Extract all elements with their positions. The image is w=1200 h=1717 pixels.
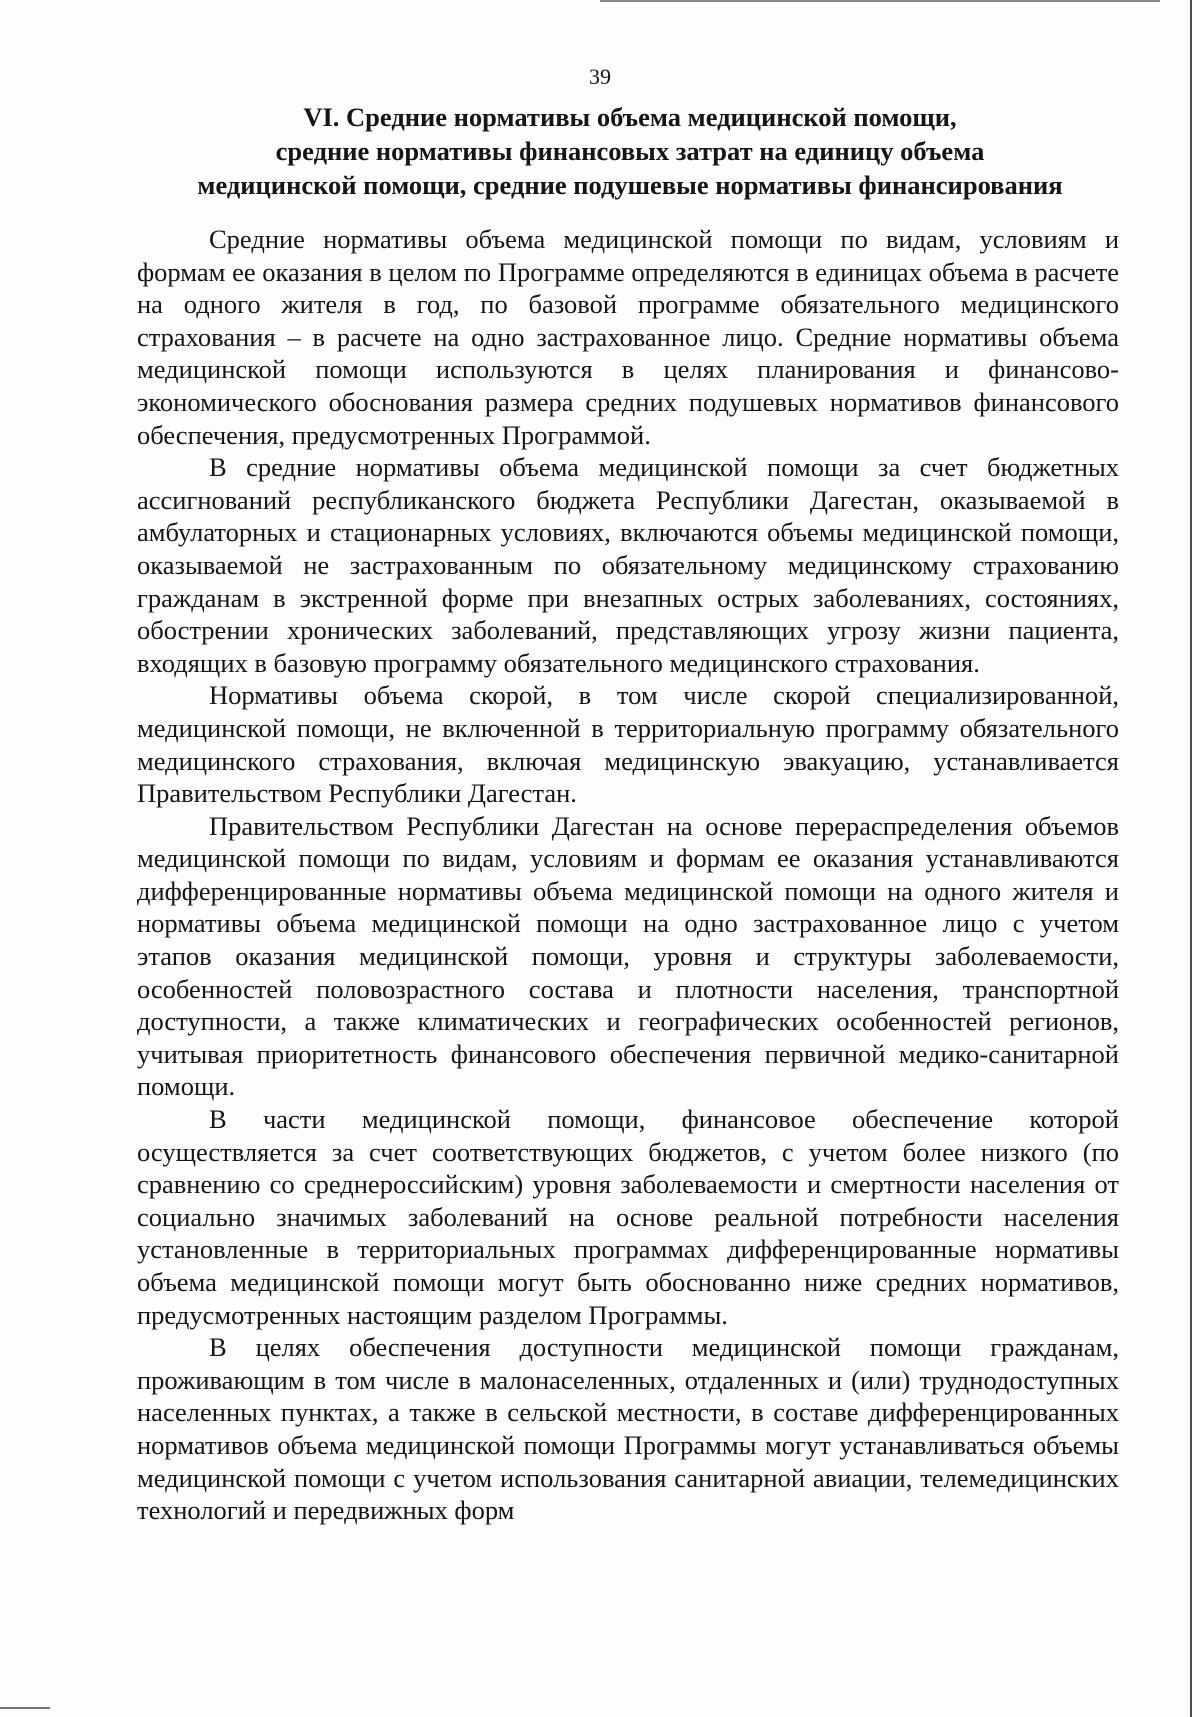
paragraph: Средние нормативы объема медицинской помощи по видам, условиям и формам ее оказания в целом по Программе определяются в единицах объема в расчете на одного жителя в год, по базовой программе обязательного медицинского страхования – в расчете на одно застрахованное лицо. Средние нормативы объема медицинской помощи используются в целях планирования и финансово-экономического обоснования размера средних подушевых нормативов финансового обеспечения, предусмотренных Программой. [137, 224, 1119, 450]
scan-edge-top [600, 0, 1160, 2]
section-heading [135, 100, 1125, 202]
scan-edge-bottom [0, 1707, 50, 1709]
paragraph: Правительством Республики Дагестан на основе перераспределения объемов медицинской помощи по видам, условиям и формам ее оказания устанавливаются дифференцированные нормативы объема медицинской помощи на одного жителя и нормативы объема медицинской помощи на одно застрахованное лицо с учетом этапов оказания медицинской помощи, уровня и структуры заболеваемости, особенностей половозрастного состава и плотности населения, транспортной доступности, а также климатических и географических особенностей регионов, учитывая приоритетность финансового обеспечения первичной медико-санитарной помощи. [137, 810, 1119, 1102]
paragraph: В средние нормативы объема медицинской помощи за счет бюджетных ассигнований республиканского бюджета Республики Дагестан, оказываемой в амбулаторных и стационарных условиях, включаются объемы медицинской помощи, оказываемой не застрахованным по обязательному медицинскому страхованию гражданам в экстренной форме при внезапных острых заболеваниях, состояниях, обострении хронических заболеваний, представляющих угрозу жизни пациента, входящих в базовую программу обязательного медицинского страхования. [137, 452, 1119, 678]
paragraph: В целях обеспечения доступности медицинской помощи гражданам, проживающим в том числе в малонаселенных, отдаленных и (или) труднодоступных населенных пунктах, а также в сельской местности, в составе дифференцированных нормативов объема медицинской помощи Программы могут устанавливаться объемы медицинской помощи с учетом использования санитарной авиации, телемедицинских технологий и передвижных форм [137, 1332, 1119, 1526]
paragraph: В части медицинской помощи, финансовое обеспечение которой осуществляется за счет соответствующих бюджетов, с учетом более низкого (по сравнению со среднероссийским) уровня заболеваемости и смертности населения от социально значимых заболеваний на основе реальной потребности населения установленные в территориальных программах дифференцированные нормативы объема медицинской помощи могут быть обоснованно ниже средних нормативов, предусмотренных настоящим разделом Программы. [137, 1104, 1119, 1330]
section-heading-line-3: медицинской помощи, средние подушевые нормативы финансирования [197, 170, 1063, 200]
page-number: 39 [589, 64, 611, 89]
scan-edge-right [1190, 0, 1192, 1717]
paragraph: Нормативы объема скорой, в том числе скорой специализированной, медицинской помощи, не включенной в территориальную программу обязательного медицинского страхования, включая медицинскую эвакуацию, устанавливается Правительством Республики Дагестан. [137, 680, 1119, 809]
section-heading-line-2: средние нормативы финансовых затрат на единицу объема [275, 136, 985, 166]
section-heading-line-1: VI. Средние нормативы объема медицинской помощи, [303, 102, 957, 132]
body-text [137, 223, 1119, 1527]
